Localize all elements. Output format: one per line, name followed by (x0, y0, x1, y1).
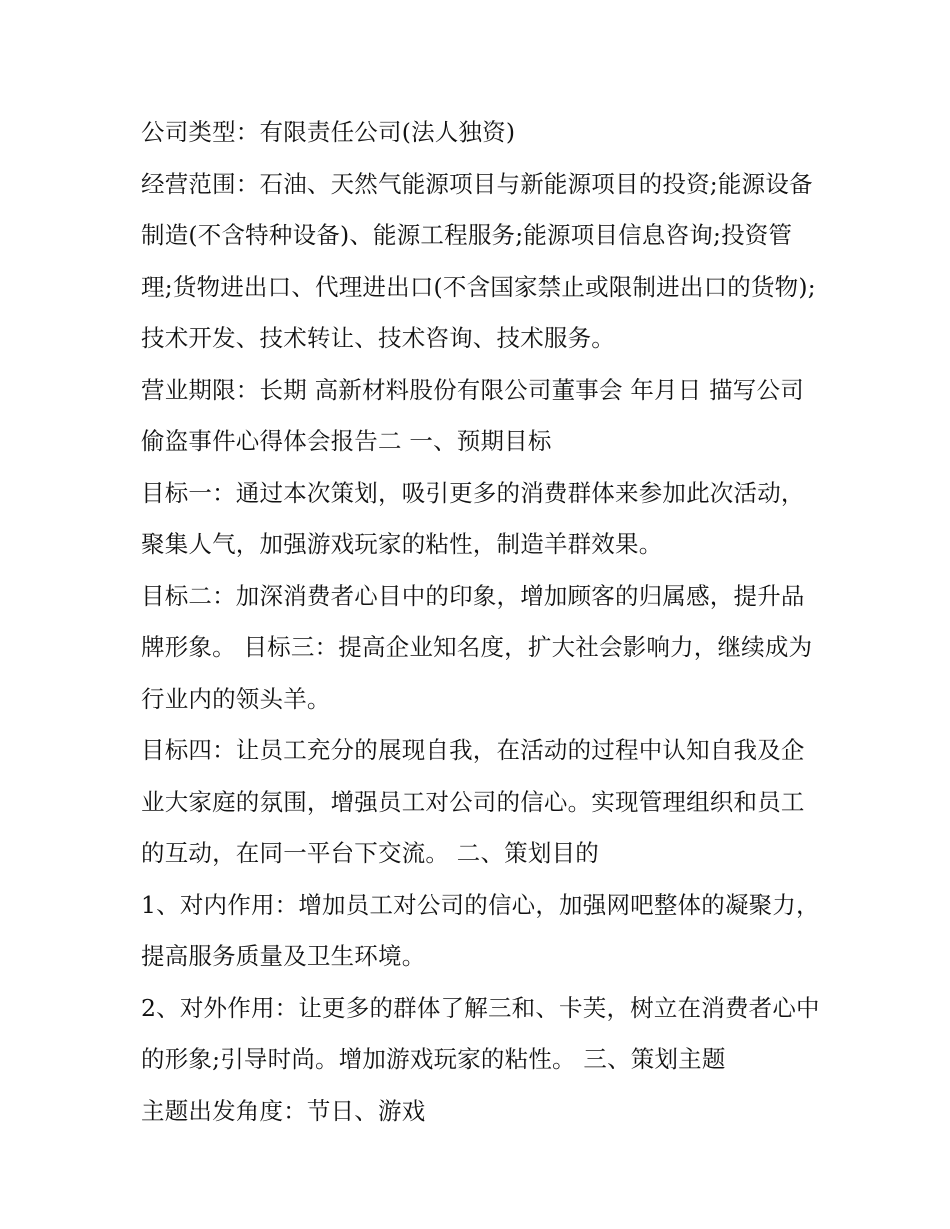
external-role-paragraph: 2、对外作用：让更多的群体了解三和、卡芙，树立在消费者心中的形象;引导时尚。增加游戏玩家的粘性。 三、策划主题 (141, 993, 820, 1073)
business-term-paragraph: 营业期限：长期 高新材料股份有限公司董事会 年月日 描写公司偷盗事件心得体会报告二 一、预期目标 (141, 375, 804, 455)
goal-one-paragraph: 目标一：通过本次策划，吸引更多的消费群体来参加此次活动，聚集人气，加强游戏玩家的粘性，制造羊群效果。 (141, 478, 805, 558)
company-type-paragraph: 公司类型：有限责任公司(法人独资) (141, 118, 516, 146)
goal-four-paragraph: 目标四：让员工充分的展现自我，在活动的过程中认知自我及企业大家庭的氛围，增强员工对公司的信心。实现管理组织和员工的互动，在同一平台下交流。 二、策划目的 (141, 736, 805, 867)
business-scope-paragraph: 经营范围：石油、天然气能源项目与新能源项目的投资;能源设备制造(不含特种设备)、能源工程服务;能源项目信息咨询;投资管理;货物进出口、代理进出口(不含国家禁止或限制进出口的货物);技术开发、技术转让、技术咨询、技术服务。 (141, 169, 816, 352)
goal-two-three-paragraph: 目标二：加深消费者心目中的印象，增加顾客的归属感，提升品牌形象。 目标三：提高企业知名度，扩大社会影响力，继续成为行业内的领头羊。 (141, 581, 813, 713)
internal-role-paragraph: 1、对内作用：增加员工对公司的信心，加强网吧整体的凝聚力，提高服务质量及卫生环境。 (141, 890, 820, 970)
theme-angle-paragraph: 主题出发角度：节日、游戏 (141, 1096, 426, 1125)
document-body (141, 107, 821, 1137)
